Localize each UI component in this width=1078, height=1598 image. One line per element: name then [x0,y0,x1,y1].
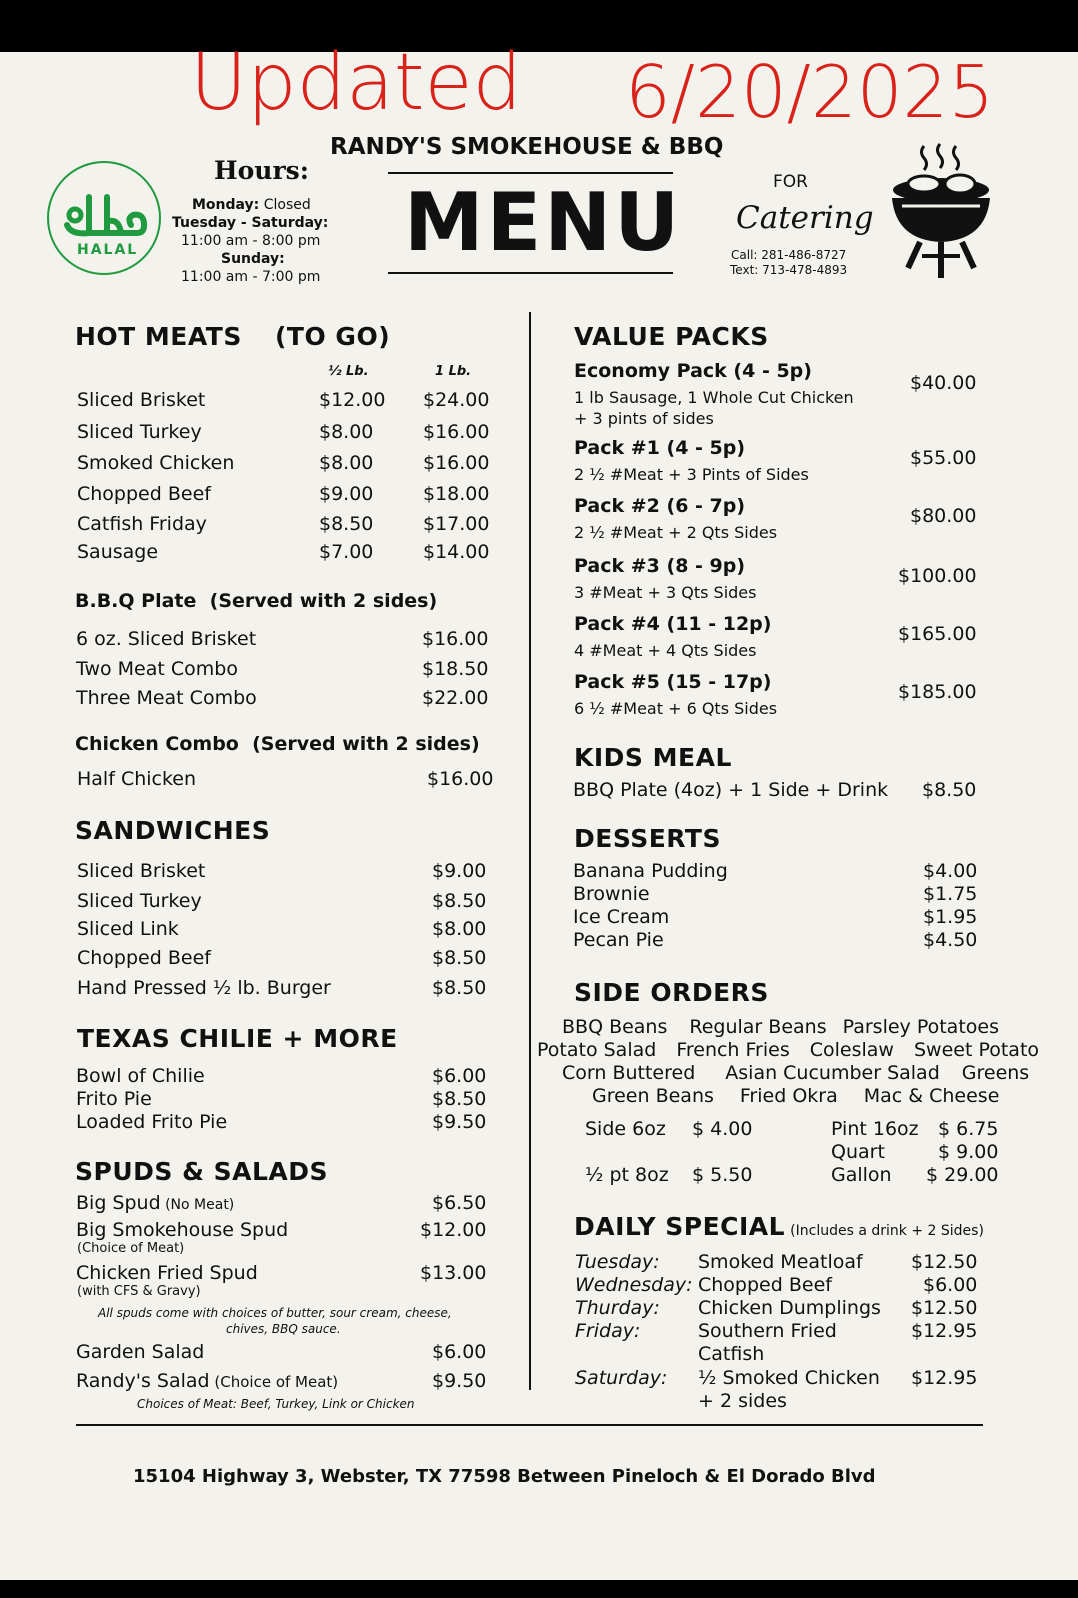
value-pack-desc: 2 ½ #Meat + 3 Pints of Sides [574,465,809,484]
restaurant-name: RANDY'S SMOKEHOUSE & BBQ [330,134,724,160]
grill-icon [882,140,1000,282]
sandwich-price: $8.50 [432,947,487,969]
sandwich-price: $9.00 [432,860,487,882]
hot-meat-half-price: $12.00 [319,389,386,411]
size-side6: Side 6oz [585,1118,666,1140]
size-half-pt-price: $ 5.50 [692,1164,753,1186]
handwritten-updated: Updated [190,38,522,128]
daily-price: $6.00 [923,1274,978,1296]
value-pack-name: Pack #3 (8 - 9p) [574,555,746,577]
size-half-pt: ½ pt 8oz [585,1164,669,1186]
hot-meat-half-price: $9.00 [319,483,374,505]
daily-dish-line2: Catfish [698,1343,765,1365]
value-pack-name: Economy Pack (4 - 5p) [574,360,812,382]
sides-line-3: Corn Buttered Asian Cucumber Salad Greens [562,1062,1030,1084]
dessert-price: $4.00 [923,860,978,882]
hot-meat-half-price: $8.00 [319,452,374,474]
spud-sub: (Choice of Meat) [77,1241,185,1256]
spuds-title: SPUDS & SALADS [75,1157,328,1186]
hot-meats-subtitle: (TO GO) [275,322,391,351]
dessert-item: Pecan Pie [573,929,664,951]
salad-item: Garden Salad [76,1341,205,1363]
value-pack-price: $100.00 [898,565,977,587]
salad-price: $9.50 [432,1370,487,1392]
chilie-title: TEXAS CHILIE + MORE [77,1024,398,1053]
bbq-plate-item: Two Meat Combo [76,658,238,680]
hot-meat-full-price: $14.00 [423,541,490,563]
size-quart: Quart [831,1141,885,1163]
col-one-lb: 1 Lb. [435,364,472,379]
footer-address: 15104 Highway 3, Webster, TX 77598 Between Pineloch & El Dorado Blvd [133,1466,876,1487]
value-pack-price: $185.00 [898,681,977,703]
col-half-lb: ½ Lb. [328,364,369,379]
chicken-combo-title: Chicken Combo (Served with 2 sides) [75,733,480,755]
hot-meat-half-price: $8.00 [319,421,374,443]
bbq-plate-title: B.B.Q Plate (Served with 2 sides) [75,590,438,612]
value-pack-price: $40.00 [910,372,977,394]
daily-dish-line2: + 2 sides [698,1390,787,1412]
chicken-combo-price: $16.00 [427,768,494,790]
size-side6-price: $ 4.00 [692,1118,753,1140]
value-pack-name: Pack #5 (15 - 17p) [574,671,772,693]
value-pack-desc: 6 ½ #Meat + 6 Qts Sides [574,699,778,718]
catering-for: FOR [773,172,808,192]
value-packs-title: VALUE PACKS [574,322,769,351]
dessert-item: Ice Cream [573,906,670,928]
value-pack-name: Pack #4 (11 - 12p) [574,613,772,635]
spud-price: $12.00 [420,1219,487,1241]
catering-call: Call: 281-486-8727 [731,248,847,262]
daily-dish: Southern Fried [698,1320,837,1342]
column-divider [529,312,531,1390]
value-pack-price: $165.00 [898,623,977,645]
hot-meat-name: Sliced Turkey [77,421,202,443]
size-gallon: Gallon [831,1164,892,1186]
daily-dish: Smoked Meatloaf [698,1251,863,1273]
daily-day: Wednesday: [575,1274,693,1296]
spud-price: $13.00 [420,1262,487,1284]
spud-sub: (with CFS & Gravy) [77,1284,201,1299]
sandwich-price: $8.00 [432,918,487,940]
daily-day: Saturday: [575,1367,668,1389]
hot-meat-name: Sausage [77,541,159,563]
hours-title: Hours: [214,156,309,185]
daily-day: Tuesday: [575,1251,660,1273]
title-rule-bottom [388,272,673,274]
daily-special-title: DAILY SPECIAL (Includes a drink + 2 Sides) [574,1212,984,1241]
sandwich-item: Sliced Turkey [77,890,202,912]
daily-price: $12.95 [911,1320,978,1342]
spud-item: Big Smokehouse Spud [76,1219,289,1241]
daily-day: Friday: [575,1320,641,1342]
daily-dish: Chopped Beef [698,1274,832,1296]
catering-text: Text: 713-478-4893 [730,263,848,277]
hot-meat-half-price: $7.00 [319,541,374,563]
value-pack-desc2: + 3 pints of sides [574,409,714,428]
meat-choices-note: Choices of Meat: Beef, Turkey, Link or Chicken [137,1397,415,1411]
chilie-price: $6.00 [432,1065,487,1087]
kids-meal-item: BBQ Plate (4oz) + 1 Side + Drink [573,779,889,801]
value-pack-desc: 1 lb Sausage, 1 Whole Cut Chicken [574,388,854,407]
value-pack-name: Pack #2 (6 - 7p) [574,495,746,517]
spud-item: Big Spud (No Meat) [76,1192,235,1214]
side-orders-title: SIDE ORDERS [574,978,769,1007]
salad-item: Randy's Salad (Choice of Meat) [76,1370,339,1392]
hot-meat-name: Catfish Friday [77,513,207,535]
title-rule-top [388,172,673,174]
value-pack-desc: 2 ½ #Meat + 2 Qts Sides [574,523,778,542]
value-pack-desc: 4 #Meat + 4 Qts Sides [574,641,757,660]
dessert-item: Brownie [573,883,650,905]
sides-line-4: Green Beans Fried Okra Mac & Cheese [592,1085,1000,1107]
daily-dish: Chicken Dumplings [698,1297,881,1319]
chilie-item: Bowl of Chilie [76,1065,205,1087]
daily-price: $12.50 [911,1251,978,1273]
daily-price: $12.95 [911,1367,978,1389]
hot-meat-name: Sliced Brisket [77,389,206,411]
sandwich-item: Hand Pressed ½ lb. Burger [77,977,331,999]
sandwich-price: $8.50 [432,890,487,912]
desserts-title: DESSERTS [574,824,721,853]
bbq-plate-price: $18.50 [422,658,489,680]
halal-logo [47,161,161,275]
hot-meat-full-price: $17.00 [423,513,490,535]
dessert-price: $1.75 [923,883,978,905]
sandwich-item: Chopped Beef [77,947,211,969]
hot-meat-half-price: $8.50 [319,513,374,535]
hours-tue-sat-value: 11:00 am - 8:00 pm [181,233,321,249]
sides-line-2: Potato Salad French Fries Coleslaw Sweet Potato [537,1039,1040,1061]
spud-item: Chicken Fried Spud [76,1262,258,1284]
hot-meat-full-price: $24.00 [423,389,490,411]
sandwich-item: Sliced Brisket [77,860,206,882]
value-pack-name: Pack #1 (4 - 5p) [574,437,746,459]
menu-title: MENU [404,176,683,269]
spud-price: $6.50 [432,1192,487,1214]
chilie-price: $8.50 [432,1088,487,1110]
hot-meat-name: Smoked Chicken [77,452,235,474]
hours-monday: Monday: Closed [192,197,311,213]
daily-day: Thurday: [575,1297,660,1319]
hours-sunday-label: Sunday: [221,251,285,267]
halal-text: HALAL [77,242,139,258]
size-pint: Pint 16oz [831,1118,919,1140]
size-gallon-price: $ 29.00 [926,1164,999,1186]
sides-line-1: BBQ Beans Regular Beans Parsley Potatoes [562,1016,999,1038]
dessert-price: $4.50 [923,929,978,951]
daily-price: $12.50 [911,1297,978,1319]
hot-meat-name: Chopped Beef [77,483,211,505]
spuds-note-line2: chives, BBQ sauce. [226,1322,341,1336]
value-pack-desc: 3 #Meat + 3 Qts Sides [574,583,757,602]
chicken-combo-item: Half Chicken [77,768,197,790]
size-pint-price: $ 6.75 [938,1118,999,1140]
sandwiches-title: SANDWICHES [75,816,271,845]
chilie-price: $9.50 [432,1111,487,1133]
dessert-item: Banana Pudding [573,860,728,882]
hot-meats-title: HOT MEATS [75,322,242,351]
sandwich-price: $8.50 [432,977,487,999]
hours-tue-sat-label: Tuesday - Saturday: [172,215,329,231]
size-quart-price: $ 9.00 [938,1141,999,1163]
bbq-plate-item: 6 oz. Sliced Brisket [76,628,257,650]
chilie-item: Loaded Frito Pie [76,1111,228,1133]
spuds-note-line1: All spuds come with choices of butter, sour cream, cheese, [98,1306,452,1320]
footer-rule [76,1424,983,1426]
hot-meat-full-price: $16.00 [423,452,490,474]
value-pack-price: $80.00 [910,505,977,527]
dessert-price: $1.95 [923,906,978,928]
hours-sunday-value: 11:00 am - 7:00 pm [181,269,321,285]
daily-dish: ½ Smoked Chicken [698,1367,880,1389]
bbq-plate-price: $16.00 [422,628,489,650]
catering-title: Catering [736,200,874,236]
handwritten-date: 6/20/2025 [625,50,995,134]
chilie-item: Frito Pie [76,1088,152,1110]
bbq-plate-price: $22.00 [422,687,489,709]
hot-meat-full-price: $16.00 [423,421,490,443]
bbq-plate-item: Three Meat Combo [76,687,257,709]
kids-meal-title: KIDS MEAL [574,743,732,772]
hot-meat-full-price: $18.00 [423,483,490,505]
sandwich-item: Sliced Link [77,918,179,940]
value-pack-price: $55.00 [910,447,977,469]
kids-meal-price: $8.50 [922,779,977,801]
salad-price: $6.00 [432,1341,487,1363]
